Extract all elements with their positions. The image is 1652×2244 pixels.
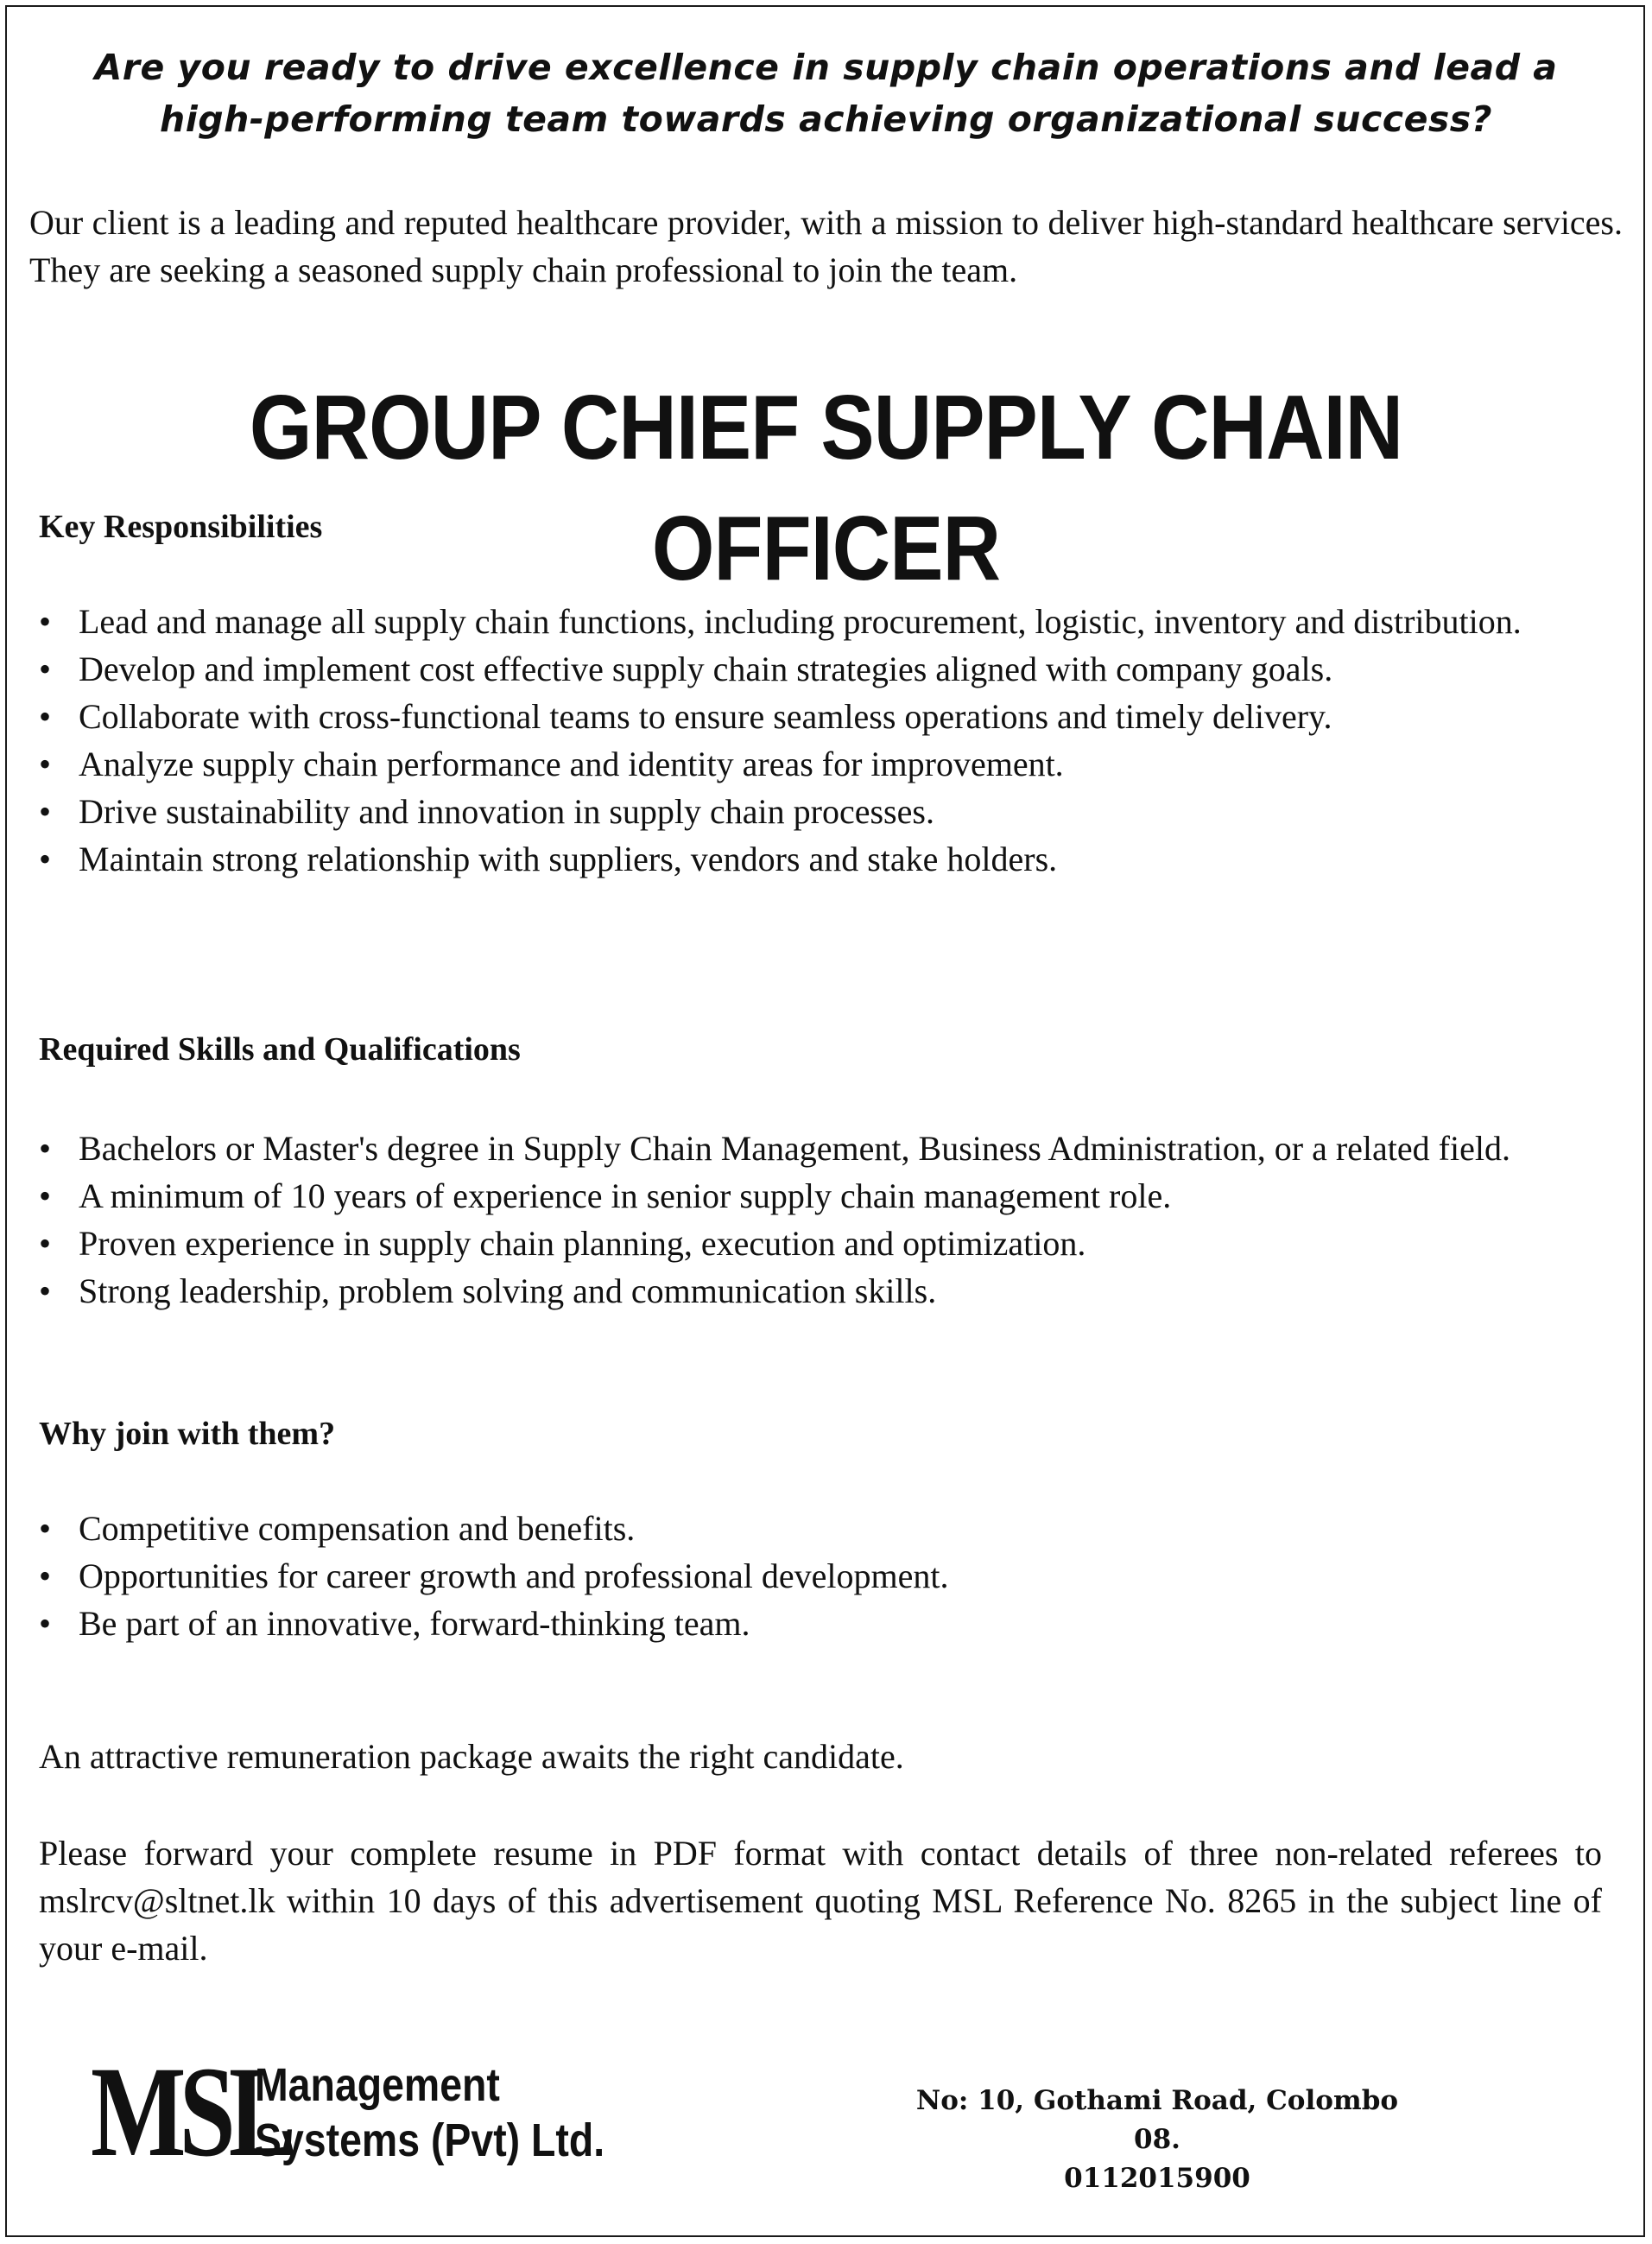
headline-line-2: high-performing team towards achieving organizational success?	[160, 98, 1492, 140]
logo-name-line-1: Management	[255, 2059, 500, 2111]
required-skills-list	[39, 1125, 1602, 1315]
list-item: • A minimum of 10 years of experience in senior supply chain management role.	[39, 1172, 1602, 1220]
list-item: • Be part of an innovative, forward-thinking team.	[39, 1600, 1602, 1647]
list-item: • Analyze supply chain performance and identity areas for improvement.	[39, 740, 1602, 788]
job-title: GROUP CHIEF SUPPLY CHAIN OFFICER	[249, 377, 1403, 599]
headline-line-1: Are you ready to drive excellence in supply chain operations and lead a	[94, 47, 1558, 88]
why-join-heading: Why join with them?	[39, 1416, 336, 1452]
list-item: • Maintain strong relationship with suppliers, vendors and stake holders.	[39, 835, 1602, 883]
list-item: • Opportunities for career growth and professional development.	[39, 1552, 1602, 1600]
remuneration-text: An attractive remuneration package awaits the right candidate.	[39, 1737, 904, 1776]
list-item: • Collaborate with cross-functional teams to ensure seamless operations and timely delivery.	[39, 693, 1602, 740]
address: No: 10, Gothami Road, Colombo 08.	[915, 2085, 1399, 2155]
list-item: • Lead and manage all supply chain functions, including procurement, logistic, inventory and distribution.	[39, 598, 1602, 645]
contact-details	[898, 2082, 1416, 2198]
headline	[35, 41, 1617, 145]
application-instructions: Please forward your complete resume in PDF format with contact details of three non-related referees to mslrcv@sltnet.lk within 10 days of this advertisement quoting MSL Reference No. 8265 in the subject line of your e-mail.	[39, 1834, 1602, 1968]
phone-number: 0112015900	[1064, 2163, 1250, 2194]
key-responsibilities-heading: Key Responsibilities	[39, 509, 323, 545]
logo-mark: MSL	[91, 2040, 290, 2184]
list-item: • Bachelors or Master's degree in Supply Chain Management, Business Administration, or a related field.	[39, 1125, 1602, 1172]
intro-paragraph: Our client is a leading and reputed healthcare provider, with a mission to deliver high-standard healthcare services. They are seeking a seasoned supply chain professional to join the team.	[29, 203, 1623, 289]
list-item: • Develop and implement cost effective supply chain strategies aligned with company goals.	[39, 645, 1602, 693]
list-item: • Strong leadership, problem solving and communication skills.	[39, 1267, 1602, 1315]
why-join-list	[39, 1505, 1602, 1647]
key-responsibilities-list	[39, 598, 1602, 883]
logo-company-name	[255, 2057, 604, 2168]
required-skills-heading: Required Skills and Qualifications	[39, 1031, 521, 1068]
list-item: • Competitive compensation and benefits.	[39, 1505, 1602, 1552]
list-item: • Drive sustainability and innovation in supply chain processes.	[39, 788, 1602, 835]
list-item: • Proven experience in supply chain planning, execution and optimization.	[39, 1220, 1602, 1267]
logo-name-line-2: Systems (Pvt) Ltd.	[255, 2114, 605, 2166]
msl-logo	[91, 2040, 643, 2184]
